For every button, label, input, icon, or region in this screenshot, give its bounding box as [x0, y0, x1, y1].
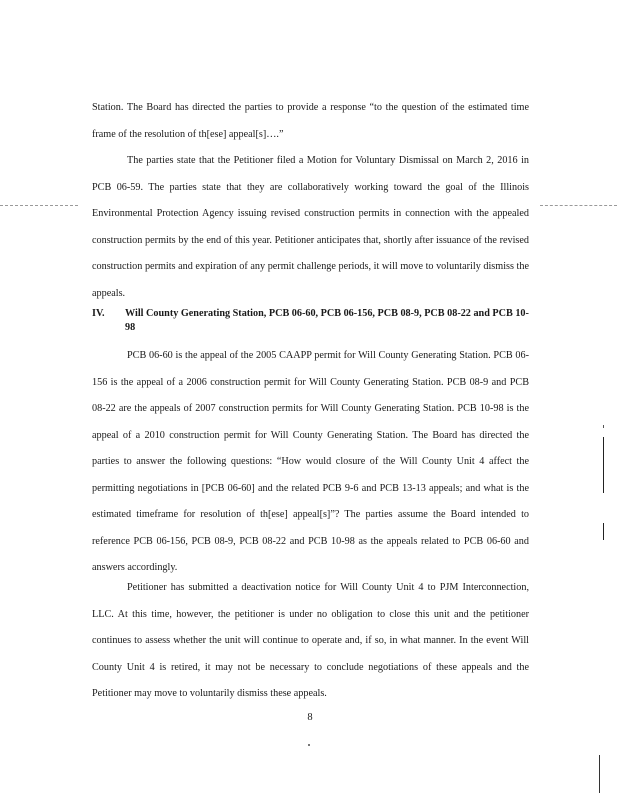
- paragraph-voluntary-dismissal: The parties state that the Petitioner filed a Motion for Voluntary Dismissal on March 2, 2016 in PCB 06-59. The parties state that they are collaboratively working toward the goal of the Illinois Environmental Protection Agency issuing revised construction permits in connection with the appealed construction permits by the end of this year. Petitioner anticipates that, shortly after issuance of the revised construction permits and expiration of any permit challenge periods, it will move to voluntarily dismiss the appeals.: [92, 155, 529, 299]
- paragraph-deactivation-notice: Petitioner has submitted a deactivation notice for Will County Unit 4 to PJM Interconnection, LLC. At this time, however, the petitioner is under no obligation to close this unit and the petitioner continues to assess whether the unit will continue to operate and, if so, in what manner. In the event Will County Unit 4 is retired, it may not be necessary to conclude negotiations of these appeals and the Petitioner may move to voluntarily dismiss these appeals.: [92, 582, 529, 699]
- scan-artifact-mark: [603, 425, 604, 428]
- scan-artifact-bar: [603, 437, 604, 493]
- scan-artifact-dot: [308, 744, 310, 746]
- paragraph-station-timeframe: Station. The Board has directed the parties to provide a response “to the question of the estimated time frame of the resolution of th[ese] appeal[s]….”: [92, 102, 529, 140]
- scan-artifact-bar: [603, 523, 604, 540]
- scan-artifact-dashes-left: [0, 205, 78, 207]
- scan-artifact-dashes-right: [540, 205, 617, 207]
- page-number: 8: [307, 712, 313, 723]
- section-number: IV.: [92, 308, 105, 319]
- paragraph-appeals-description: PCB 06-60 is the appeal of the 2005 CAAPP permit for Will County Generating Station. PCB 06-156 is the appeal of a 2006 construction permit for Will County Generating Station. PCB 08-9 and PCB 08-22 are the appeals of 2007 construction permits for Will County Generating Station. PCB 10-98 is the appeal of a 2010 construction permit for Will County Generating Station. The Board has directed the parties to answer the following questions: “How would closure of the Will County Unit 4 affect the permitting negotiations in [PCB 06-60] and the related PCB 9-6 and PCB 13-13 appeals; and what is the estimated timeframe for resolution of th[ese] appeal[s]”? The parties assume the Board intended to reference PCB 06-156, PCB 08-9, PCB 08-22 and PCB 10-98 as the appeals related to PCB 06-60 and answers accordingly.: [92, 350, 529, 573]
- section-heading: [92, 307, 532, 334]
- scan-artifact-bar: [599, 755, 600, 793]
- section-title: Will County Generating Station, PCB 06-60, PCB 06-156, PCB 08-9, PCB 08-22 and PCB 10-98: [125, 308, 529, 333]
